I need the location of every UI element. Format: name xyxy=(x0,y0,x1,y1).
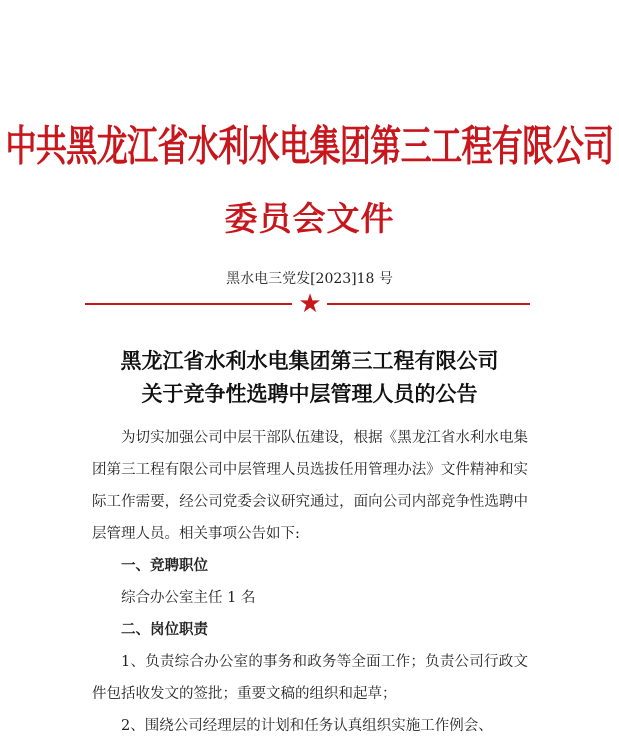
duty-item-2: 2、围绕公司经理层的计划和任务认真组织实施工作例会、 xyxy=(121,718,493,734)
doc-type-title: 委员会文件 xyxy=(224,199,395,238)
intro-paragraph: 为切实加强公司中层干部队伍建设，根据《黑龙江省水利水电集团第三工程有限公司中层管理人员选拔任用管理办法》文件精神和实际工作需要，经公司党委会议研究通过，面向公司内部竞争性选聘中层管理人员。相关事项公告如下: xyxy=(92,430,528,542)
position-item: 综合办公室主任 1 名 xyxy=(121,590,256,606)
star-icon: ★ xyxy=(298,289,322,319)
duty-item-1: 1、负责综合办公室的事务和政务等全面工作；负责公司行政文件包括收发文的签批；重要文稿的组织和起草； xyxy=(92,654,528,702)
section-heading-positions: 一、竞聘职位 xyxy=(121,557,208,574)
notice-title-line2: 关于竞争性选聘中层管理人员的公告 xyxy=(141,381,478,406)
document-number: 黑水电三党发[2023]18 号 xyxy=(226,271,393,287)
red-rule-left xyxy=(85,303,292,305)
notice-body xyxy=(92,422,528,742)
org-title: 中共黑龙江省水利水电集团第三工程有限公司 xyxy=(5,122,614,172)
red-rule-right xyxy=(327,303,530,305)
section-heading-duties: 二、岗位职责 xyxy=(121,621,208,638)
notice-title-line1: 黑龙江省水利水电集团第三工程有限公司 xyxy=(120,348,499,373)
